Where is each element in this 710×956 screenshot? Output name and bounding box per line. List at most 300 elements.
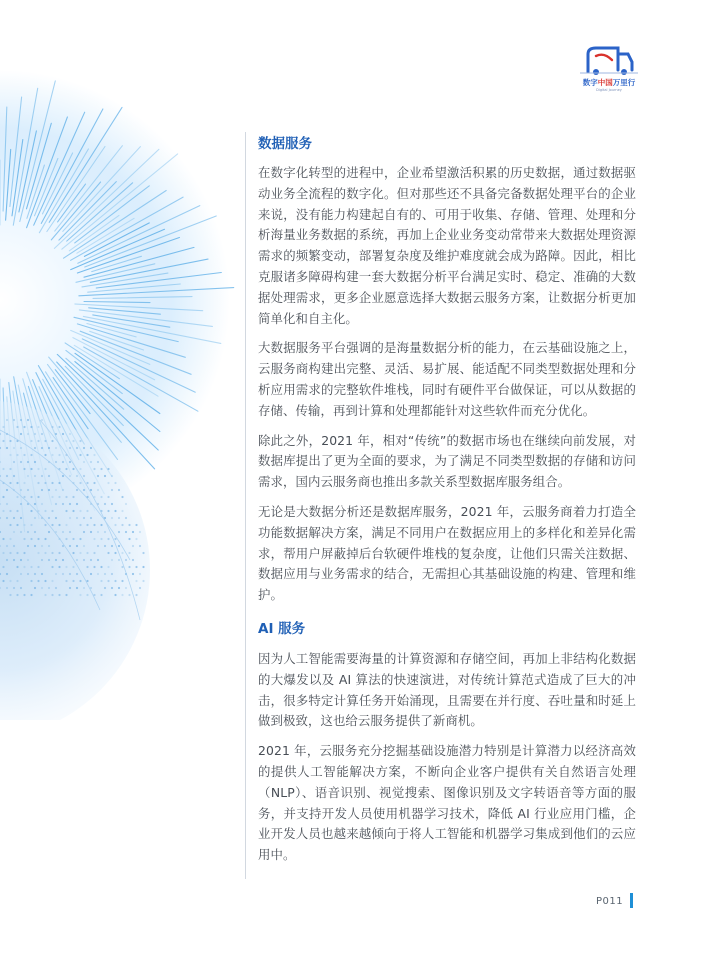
globe-dot — [2, 552, 4, 554]
globe-dot — [90, 559, 92, 561]
globe-dot — [2, 496, 4, 498]
globe-dot — [69, 433, 71, 435]
globe-dot — [37, 440, 39, 442]
globe-dot — [93, 552, 95, 554]
globe-dot — [93, 468, 95, 470]
globe-dot — [83, 461, 85, 463]
globe-dot — [23, 496, 25, 498]
globe-dot — [114, 580, 116, 582]
globe-dot — [55, 489, 57, 491]
globe-dot — [48, 559, 50, 561]
globe-dot — [142, 566, 144, 568]
globe-dot — [142, 580, 144, 582]
globe-dot — [16, 454, 18, 456]
globe-dot — [65, 594, 67, 596]
paragraph: 在数字化转型的进程中，企业希望激活积累的历史数据，通过数据驱动业务全流程的数字化。但对那些还不具备完备数据处理平台的企业来说，没有能力构建起自有的、可用于收集、存储、管理、处理和分析海量业务数据的系统，再加上企业业务变动常带来大数据处理资源需求的频繁变动，部署复杂度及维护难度就会成为路障。因此，相比克服诸多障碍构建一套大数据分析平台满足实时、稳定、准确的大数据处理需求，更多企业愿意选择大数据云服务方案，让数据分析更加简单化和自主化。 — [258, 165, 636, 326]
globe-dot — [72, 510, 74, 512]
globe-dot — [23, 426, 25, 428]
paragraph: 大数据服务平台强调的是海量数据分析的能力，在云基础设施之上，云服务商构建出完整、灵活、易扩展、能适配不同类型数据处理和分析应用需求的完整软件堆栈，同时有硬件平台做保证，可以从数据的存储、传输，再到计算和处理都能针对这些软件而充分优化。 — [258, 340, 636, 418]
globe-dot — [97, 475, 99, 477]
globe-dot — [34, 447, 36, 449]
globe-dot — [114, 524, 116, 526]
globe-dot — [48, 475, 50, 477]
globe-dot — [90, 517, 92, 519]
globe-dot — [9, 482, 11, 484]
globe-dot — [23, 594, 25, 596]
globe-dot — [37, 566, 39, 568]
globe-dot — [16, 482, 18, 484]
globe-dot — [44, 524, 46, 526]
globe-dot — [90, 461, 92, 463]
globe-dot — [135, 566, 137, 568]
globe-dot — [121, 510, 123, 512]
globe-dot — [142, 552, 144, 554]
globe-dot — [13, 461, 15, 463]
globe-dot — [34, 503, 36, 505]
globe-dot — [93, 454, 95, 456]
globe-dot — [62, 531, 64, 533]
globe-dot — [121, 524, 123, 526]
globe-dot — [27, 545, 29, 547]
globe-dot — [55, 517, 57, 519]
globe-dot — [37, 552, 39, 554]
globe-dot — [37, 496, 39, 498]
globe-dot — [86, 594, 88, 596]
globe-dot — [139, 573, 141, 575]
globe-dot — [135, 538, 137, 540]
globe-dot — [76, 517, 78, 519]
globe-dot — [65, 580, 67, 582]
globe-dot — [48, 587, 50, 589]
globe-dot — [44, 468, 46, 470]
globe-dot — [135, 580, 137, 582]
globe-dot — [16, 594, 18, 596]
globe-dot — [48, 447, 50, 449]
globe-dot — [51, 440, 53, 442]
globe-dot — [51, 510, 53, 512]
globe-dot — [9, 510, 11, 512]
globe-dot — [13, 531, 15, 533]
globe-dot — [51, 496, 53, 498]
globe-dot — [20, 559, 22, 561]
globe-dot — [41, 573, 43, 575]
globe-dot — [93, 566, 95, 568]
globe-dot — [9, 580, 11, 582]
globe-dot — [83, 447, 85, 449]
globe-dot — [86, 482, 88, 484]
globe-dot — [128, 524, 130, 526]
globe-dot — [79, 454, 81, 456]
globe-dot — [83, 587, 85, 589]
globe-dot — [6, 447, 8, 449]
globe-dot — [44, 594, 46, 596]
globe-dot — [6, 559, 8, 561]
globe-dot — [90, 531, 92, 533]
globe-dot — [34, 573, 36, 575]
globe-dot — [51, 566, 53, 568]
globe-dot — [27, 531, 29, 533]
globe-dot — [118, 545, 120, 547]
globe-dot — [41, 447, 43, 449]
globe-dot — [86, 566, 88, 568]
page-number-marker — [630, 893, 633, 908]
globe-dot — [27, 559, 29, 561]
globe-dot — [34, 517, 36, 519]
globe-dot — [13, 517, 15, 519]
globe-dot — [23, 538, 25, 540]
globe-dot — [34, 461, 36, 463]
globe-dot — [100, 580, 102, 582]
globe-dot — [107, 538, 109, 540]
globe-dot — [44, 440, 46, 442]
globe-dot — [97, 573, 99, 575]
globe-dot — [44, 510, 46, 512]
globe-dot — [9, 594, 11, 596]
globe-dot — [48, 517, 50, 519]
globe-dot — [111, 517, 113, 519]
section-heading-ai-services: AI 服务 — [258, 620, 306, 637]
globe-dot — [104, 545, 106, 547]
globe-dot — [2, 566, 4, 568]
globe-dot — [83, 517, 85, 519]
globe-dot — [37, 482, 39, 484]
globe-dot — [139, 587, 141, 589]
globe-dot — [2, 538, 4, 540]
paragraph: 无论是大数据分析还是数据库服务，2021 年，云服务商着力打造全功能数据解决方案，满足不同用户在数据应用上的多样化和差异化需求，帮用户屏蔽掉后台软硬件堆栈的复杂度，让他们只需关注数据、数据应用与业务需求的结合，无需担心其基础设施的构建、管理和维护。 — [258, 503, 636, 603]
globe-dot — [79, 482, 81, 484]
globe-dot — [69, 517, 71, 519]
globe-dot — [111, 559, 113, 561]
article-content — [258, 132, 636, 875]
globe-dot — [62, 559, 64, 561]
globe-dot — [139, 531, 141, 533]
globe-dot — [83, 545, 85, 547]
globe-dot — [128, 566, 130, 568]
globe-dot — [16, 510, 18, 512]
globe-dot — [16, 580, 18, 582]
globe-dot — [76, 489, 78, 491]
globe-dot — [37, 468, 39, 470]
globe-dot — [41, 419, 43, 421]
globe-dot — [13, 475, 15, 477]
globe-dot — [55, 573, 57, 575]
globe-dot — [104, 531, 106, 533]
globe-dot — [90, 573, 92, 575]
globe-dot — [20, 531, 22, 533]
globe-dot — [65, 468, 67, 470]
globe-dot — [72, 580, 74, 582]
globe-dot — [76, 573, 78, 575]
globe-dot — [30, 426, 32, 428]
globe-dot — [104, 475, 106, 477]
globe-dot — [114, 538, 116, 540]
globe-dot — [20, 489, 22, 491]
globe-dot — [9, 454, 11, 456]
globe-dot — [55, 433, 57, 435]
globe-dot — [93, 482, 95, 484]
globe-dot — [132, 545, 134, 547]
globe-dot — [34, 545, 36, 547]
globe-dot — [100, 538, 102, 540]
globe-dot — [114, 552, 116, 554]
page-number: P011 — [596, 896, 624, 907]
globe-dot — [62, 503, 64, 505]
globe-dot — [69, 531, 71, 533]
globe-dot — [30, 510, 32, 512]
globe-dot — [51, 426, 53, 428]
globe-dot — [69, 503, 71, 505]
globe-dot — [41, 587, 43, 589]
globe-dot — [100, 496, 102, 498]
globe-dot — [34, 433, 36, 435]
globe-dot — [48, 531, 50, 533]
globe-dot — [79, 510, 81, 512]
globe-dot — [20, 447, 22, 449]
globe-dot — [27, 461, 29, 463]
globe-dot — [62, 475, 64, 477]
globe-dot — [13, 419, 15, 421]
globe-dot — [30, 454, 32, 456]
globe-dot — [135, 524, 137, 526]
globe-dot — [37, 538, 39, 540]
globe-dot — [97, 489, 99, 491]
globe-dot — [128, 538, 130, 540]
globe-dot — [27, 475, 29, 477]
globe-dot — [135, 594, 137, 596]
globe-dot — [72, 496, 74, 498]
globe-dot — [121, 552, 123, 554]
globe-dot — [20, 433, 22, 435]
globe-dot — [111, 573, 113, 575]
globe-dot — [23, 552, 25, 554]
globe-dot — [13, 587, 15, 589]
globe-dot — [58, 594, 60, 596]
globe-dot — [83, 559, 85, 561]
globe-dot — [34, 587, 36, 589]
globe-dot — [93, 538, 95, 540]
globe-dot — [104, 573, 106, 575]
globe-dot — [107, 510, 109, 512]
globe-dot — [34, 531, 36, 533]
globe-dot — [121, 594, 123, 596]
globe-dot — [107, 468, 109, 470]
globe-dot — [76, 559, 78, 561]
globe-dot — [55, 587, 57, 589]
globe-dot — [44, 482, 46, 484]
globe-dot — [97, 531, 99, 533]
globe-dot — [44, 580, 46, 582]
globe-dot — [111, 587, 113, 589]
globe-dot — [62, 433, 64, 435]
paragraph: 除此之外，2021 年，相对“传统”的数据市场也在继续向前发展，对数据库提出了更为全面的要求，为了满足不同类型数据的存储和访问需求，国内云服务商也推出多款关系型数据库服务组合。 — [258, 432, 636, 490]
globe-dot — [30, 440, 32, 442]
globe-dot — [30, 594, 32, 596]
globe-dot — [23, 468, 25, 470]
globe-dot — [114, 510, 116, 512]
globe-dot — [6, 517, 8, 519]
globe-dot — [62, 545, 64, 547]
globe-dot — [6, 587, 8, 589]
globe-dot — [41, 503, 43, 505]
globe-dot — [121, 580, 123, 582]
globe-dot — [41, 475, 43, 477]
globe-dot — [16, 566, 18, 568]
globe-dot — [16, 552, 18, 554]
globe-dot — [41, 559, 43, 561]
globe-dot — [9, 440, 11, 442]
globe-dot — [79, 594, 81, 596]
globe-dot — [20, 573, 22, 575]
globe-dot — [83, 489, 85, 491]
globe-dot — [20, 461, 22, 463]
globe-dot — [51, 580, 53, 582]
globe-dot — [44, 538, 46, 540]
globe-dot — [55, 559, 57, 561]
globe-dot — [118, 531, 120, 533]
globe-dot — [97, 545, 99, 547]
globe-dot — [13, 559, 15, 561]
globe-dot — [76, 545, 78, 547]
globe-dot — [6, 503, 8, 505]
globe-dot — [76, 447, 78, 449]
globe-dot — [6, 489, 8, 491]
globe-dot — [37, 426, 39, 428]
globe-dot — [48, 545, 50, 547]
globe-dot — [83, 475, 85, 477]
paragraph: 2021 年，云服务充分挖掘基础设施潜力特别是计算潜力以经济高效的提供人工智能解决方案，不断向企业客户提供有关自然语言处理（NLP）、语音识别、视觉搜索、图像识别及文字转语音等方面的服务，并支持开发人员使用机器学习技术，降低 AI 行业应用门槛，企业开发人员也越来越倾向于将人工智能和机器学习集成到他们的云应用中。 — [258, 743, 636, 863]
globe-dot — [41, 489, 43, 491]
globe-dot — [41, 433, 43, 435]
globe-dot — [104, 587, 106, 589]
globe-dot — [44, 552, 46, 554]
globe-dot — [9, 524, 11, 526]
brand-logo — [574, 40, 644, 96]
globe-dot — [9, 538, 11, 540]
globe-dot — [2, 468, 4, 470]
globe-dot — [55, 461, 57, 463]
globe-dot — [6, 475, 8, 477]
globe-dot — [44, 454, 46, 456]
globe-dot — [55, 503, 57, 505]
globe-dot — [20, 517, 22, 519]
globe-dot — [58, 524, 60, 526]
globe-dot — [58, 566, 60, 568]
globe-dot — [65, 538, 67, 540]
globe-dot — [58, 552, 60, 554]
globe-dot — [118, 489, 120, 491]
globe-dot — [65, 566, 67, 568]
globe-dot — [111, 503, 113, 505]
globe-dot — [6, 573, 8, 575]
globe-dot — [118, 559, 120, 561]
globe-dot — [121, 566, 123, 568]
globe-dot — [16, 426, 18, 428]
globe-dot — [58, 426, 60, 428]
globe-dot — [107, 566, 109, 568]
globe-dot — [23, 566, 25, 568]
section-heading-data-services: 数据服务 — [258, 136, 312, 152]
globe-dot — [69, 545, 71, 547]
globe-dot — [79, 552, 81, 554]
globe-illustration — [0, 0, 260, 720]
globe-dot — [107, 580, 109, 582]
globe-dot — [16, 524, 18, 526]
globe-dot — [51, 454, 53, 456]
paragraph: 因为人工智能需要海量的计算资源和存储空间，再加上非结构化数据的大爆发以及 AI 算法的快速演进，对传统计算范式造成了巨大的冲击，很多特定计算任务开始涌现，且需要在并行度、吞吐量和时延上做到极致，这也给云服务提供了新商机。 — [258, 650, 636, 729]
globe-dot — [30, 566, 32, 568]
globe-dot — [30, 580, 32, 582]
globe-dot — [125, 517, 127, 519]
globe-dot — [69, 587, 71, 589]
content-divider — [245, 132, 246, 879]
globe-dot — [72, 440, 74, 442]
globe-dot — [48, 489, 50, 491]
globe-dot — [76, 587, 78, 589]
globe-dot — [69, 447, 71, 449]
globe-dot — [132, 531, 134, 533]
globe-dot — [114, 594, 116, 596]
globe-dot — [16, 496, 18, 498]
globe-dot — [79, 538, 81, 540]
globe-dot — [6, 419, 8, 421]
globe-dot — [58, 454, 60, 456]
globe-dot — [100, 468, 102, 470]
globe-dot — [20, 587, 22, 589]
globe-dot — [2, 510, 4, 512]
globe-dot — [27, 573, 29, 575]
globe-dot — [6, 545, 8, 547]
globe-dot — [65, 510, 67, 512]
globe-dot — [72, 552, 74, 554]
globe-dot — [72, 468, 74, 470]
globe-dot — [114, 482, 116, 484]
globe-dot — [9, 552, 11, 554]
globe-dot — [41, 545, 43, 547]
globe-dot — [30, 538, 32, 540]
globe-dot — [100, 524, 102, 526]
globe-dot — [86, 524, 88, 526]
globe-dot — [62, 489, 64, 491]
globe-dot — [111, 489, 113, 491]
globe-dot — [93, 524, 95, 526]
globe-dot — [20, 503, 22, 505]
globe-dot — [107, 496, 109, 498]
globe-dot — [69, 475, 71, 477]
globe-dot — [86, 552, 88, 554]
globe-dot — [100, 566, 102, 568]
globe-dot — [79, 468, 81, 470]
globe-dot — [125, 531, 127, 533]
globe-dot — [132, 573, 134, 575]
globe-dot — [13, 447, 15, 449]
globe-dot — [128, 552, 130, 554]
logo-truck-icon — [574, 40, 644, 78]
globe-dot — [69, 461, 71, 463]
globe-dot — [23, 524, 25, 526]
globe-dot — [37, 580, 39, 582]
globe-dot — [97, 559, 99, 561]
globe-dot — [107, 482, 109, 484]
globe-dot — [125, 559, 127, 561]
globe-dot — [79, 524, 81, 526]
globe-dot — [20, 419, 22, 421]
globe-dot — [65, 440, 67, 442]
globe-dot — [72, 566, 74, 568]
globe-dot — [90, 447, 92, 449]
logo-subtitle: Digital Journey — [596, 88, 622, 92]
globe-dot — [132, 559, 134, 561]
globe-dot — [51, 552, 53, 554]
